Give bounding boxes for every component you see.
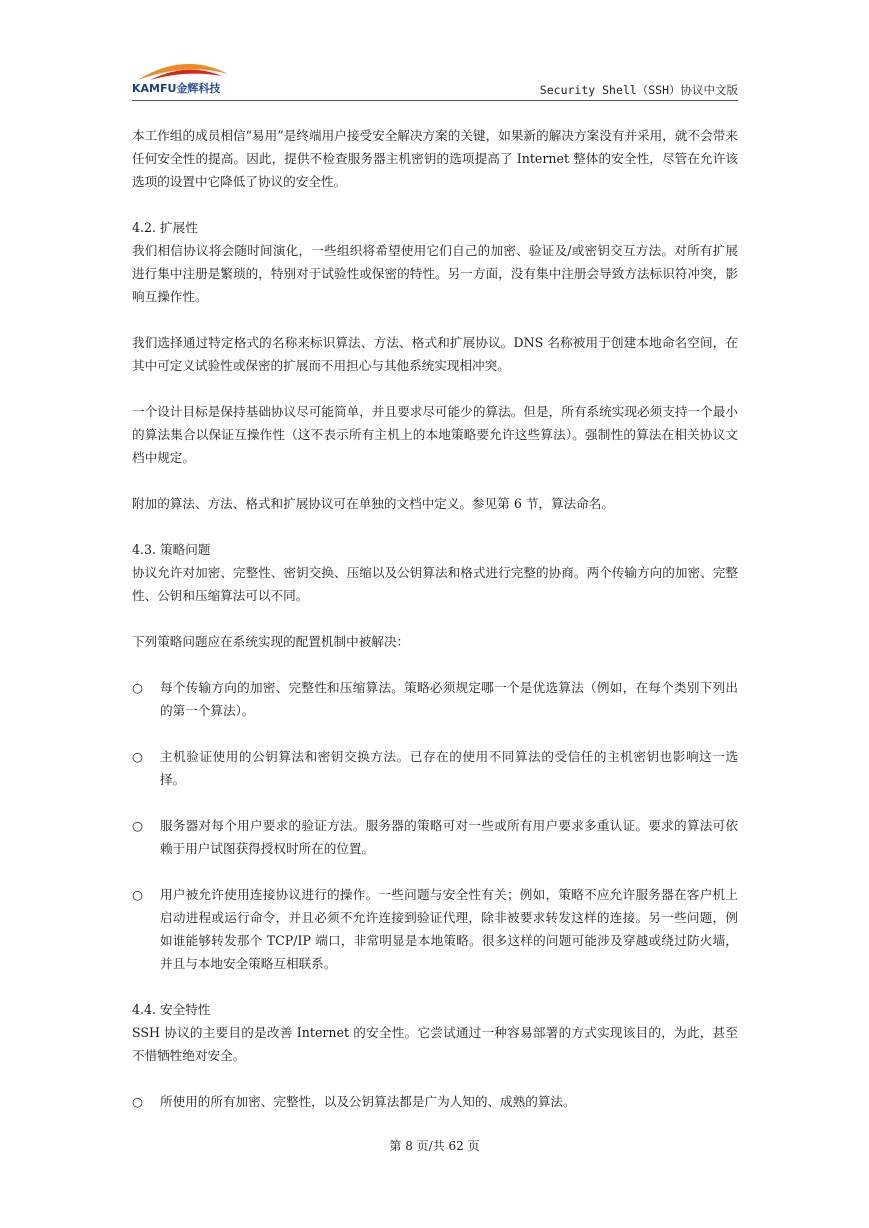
paragraph: 我们选择通过特定格式的名称来标识算法、方法、格式和扩展协议。DNS 名称被用于创建本地命名空间，在其中可定义试验性或保密的扩展而不用担心与其他系统实现相冲突。 xyxy=(132,335,738,373)
list-item xyxy=(132,1090,738,1113)
page-header xyxy=(132,60,738,102)
bullet-circle-icon: ○ xyxy=(132,1094,143,1109)
section-heading-4-2: 4.2. 扩展性 xyxy=(132,220,198,235)
paragraph: 一个设计目标是保持基础协议尽可能简单，并且要求尽可能少的算法。但是，所有系统实现必须支持一个最小的算法集合以保证互操作性（这不表示所有主机上的本地策略要允许这些算法）。强制性的算法在相关协议文档中规定。 xyxy=(132,404,738,465)
bullet-circle-icon: ○ xyxy=(132,680,143,695)
bullet-circle-icon: ○ xyxy=(132,887,143,902)
header-divider xyxy=(132,100,738,101)
bullet-circle-icon: ○ xyxy=(132,818,143,833)
section-heading-4-4: 4.4. 安全特性 xyxy=(132,1002,211,1017)
bullet-circle-icon: ○ xyxy=(132,749,143,764)
list-item-text: 所使用的所有加密、完整性，以及公钥算法都是广为人知的、成熟的算法。 xyxy=(160,1094,576,1109)
logo-swoosh-icon xyxy=(136,60,232,82)
list-item xyxy=(132,745,738,791)
page-number: 第 8 页/共 62 页 xyxy=(389,1139,480,1153)
paragraph: 本工作组的成员相信“易用”是终端用户接受安全解决方案的关键，如果新的解决方案没有并采用，就不会带来任何安全性的提高。因此，提供不检查服务器主机密钥的选项提高了 Internet 整体的安全性，尽管在允许该选项的设置中它降低了协议的安全性。 xyxy=(132,128,738,189)
logo-text: KAMFU金辉科技 xyxy=(132,82,221,95)
paragraph: SSH 协议的主要目的是改善 Internet 的安全性。它尝试通过一种容易部署的方式实现该目的，为此，甚至不惜牺牲绝对安全。 xyxy=(132,1025,738,1063)
document-title: Security Shell（SSH）协议中文版 xyxy=(539,83,738,97)
list-item-text: 主机验证使用的公钥算法和密钥交换方法。已存在的使用不同算法的受信任的主机密钥也影响这一选择。 xyxy=(160,749,738,787)
list-item-text: 用户被允许使用连接协议进行的操作。一些问题与安全性有关；例如，策略不应允许服务器在客户机上启动进程或运行命令，并且必须不允许连接到验证代理，除非被要求转发这样的连接。另一些问题，例如谁能够转发那个 TCP/IP 端口，非常明显是本地策略。很多这样的问题可能涉及穿越或绕过防火墙，并且与本地安全策略互相联系。 xyxy=(160,887,738,971)
paragraph: 协议允许对加密、完整性、密钥交换、压缩以及公钥算法和格式进行完整的协商。两个传输方向的加密、完整性、公钥和压缩算法可以不同。 xyxy=(132,565,738,603)
list-item-text: 每个传输方向的加密、完整性和压缩算法。策略必须规定哪一个是优选算法（例如，在每个类别下列出的第一个算法）。 xyxy=(160,680,738,718)
list-item xyxy=(132,676,738,722)
list-item-text: 服务器对每个用户要求的验证方法。服务器的策略可对一些或所有用户要求多重认证。要求的算法可依赖于用户试图获得授权时所在的位置。 xyxy=(160,818,738,856)
paragraph: 下列策略问题应在系统实现的配置机制中被解决： xyxy=(132,634,410,649)
list-item xyxy=(132,814,738,860)
section-heading-4-3: 4.3. 策略问题 xyxy=(132,542,211,557)
paragraph: 我们相信协议将会随时间演化，一些组织将希望使用它们自己的加密、验证及/或密钥交互方法。对所有扩展进行集中注册是繁琐的，特别对于试验性或保密的特性。另一方面，没有集中注册会导致方法标识符冲突，影响互操作性。 xyxy=(132,243,738,304)
paragraph: 附加的算法、方法、格式和扩展协议可在单独的文档中定义。参见第 6 节，算法命名。 xyxy=(132,496,614,511)
list-item xyxy=(132,883,738,975)
company-logo xyxy=(132,60,242,96)
page-body xyxy=(132,124,738,1113)
